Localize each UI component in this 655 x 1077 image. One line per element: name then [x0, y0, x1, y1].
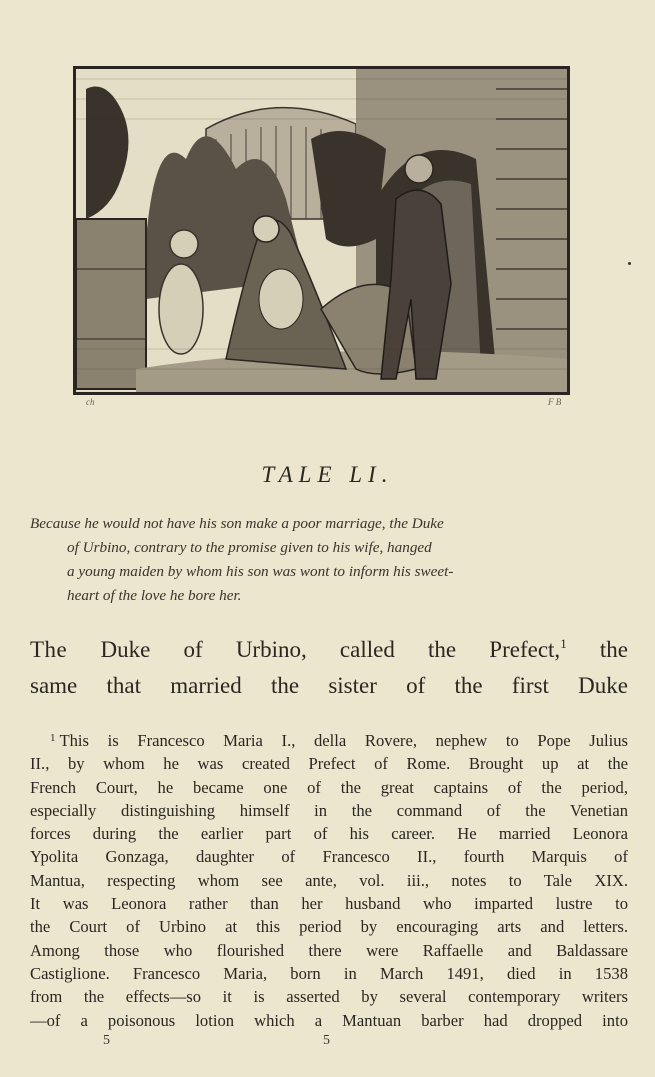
footnote-reference: 1 [560, 636, 567, 651]
footnote-line: II., by whom he was created Prefect of Rome. Brought up at the [30, 754, 628, 774]
page-number-right: 5 [323, 1033, 330, 1048]
tale-argument [30, 512, 628, 608]
footnote-line: Ypolita Gonzaga, daughter of Francesco II., fourth Marquis of [30, 847, 628, 867]
tale-title: TALE LI. [261, 462, 394, 487]
argument-line: heart of the love he bore her. [67, 587, 242, 604]
body-text-segment: the [566, 637, 628, 662]
footnote-line: Among those who flourished there were Raffaelle and Baldassare [30, 940, 628, 960]
footnote-line: the Court of Urbino at this period by encouraging arts and letters. [30, 917, 628, 937]
argument-line: Because he would not have his son make a poor marriage, the Duke [30, 515, 444, 532]
footnote-text: This is Francesco Maria I., della Rovere, nephew to Pope Julius [59, 731, 628, 750]
footnote-line [30, 729, 628, 752]
footnote [30, 729, 628, 1032]
footnote-line: forces during the earlier part of his career. He married Leonora [30, 824, 628, 844]
footnote-line: Castiglione. Francesco Maria, born in March 1491, died in 1538 [30, 963, 628, 983]
footnote-line: It was Leonora rather than her husband who imparted lustre to [30, 894, 628, 914]
engraving-artwork [76, 69, 567, 392]
body-line [30, 632, 628, 668]
engraving-illustration [73, 66, 570, 395]
footnote-line: French Court, he became one of the great captains of the period, [30, 777, 628, 797]
page-number-left: 5 [103, 1033, 110, 1048]
footnote-line: especially distinguishing himself in the command of the Venetian [30, 800, 628, 820]
engraver-signature-right: F B [548, 397, 562, 407]
tale-body [30, 632, 628, 704]
footnote-marker: 1 [50, 732, 56, 744]
footnote-line: —of a poisonous lotion which a Mantuan barber had dropped into [30, 1010, 628, 1030]
body-text-segment: Duke of Urbino, called the Prefect, [67, 637, 561, 662]
opening-word: The [30, 637, 68, 662]
body-line: same that married the sister of the first Duke [30, 673, 628, 698]
footnote-line: from the effects—so it is asserted by several contemporary writers [30, 987, 628, 1007]
argument-line: a young maiden by whom his son was wont to inform his sweet- [67, 563, 454, 580]
engraver-signature-left: ch [86, 397, 95, 407]
argument-line: of Urbino, contrary to the promise given to his wife, hanged [67, 539, 432, 556]
paper-speck [628, 262, 631, 265]
footnote-line: Mantua, respecting whom see ante, vol. iii., notes to Tale XIX. [30, 870, 628, 890]
